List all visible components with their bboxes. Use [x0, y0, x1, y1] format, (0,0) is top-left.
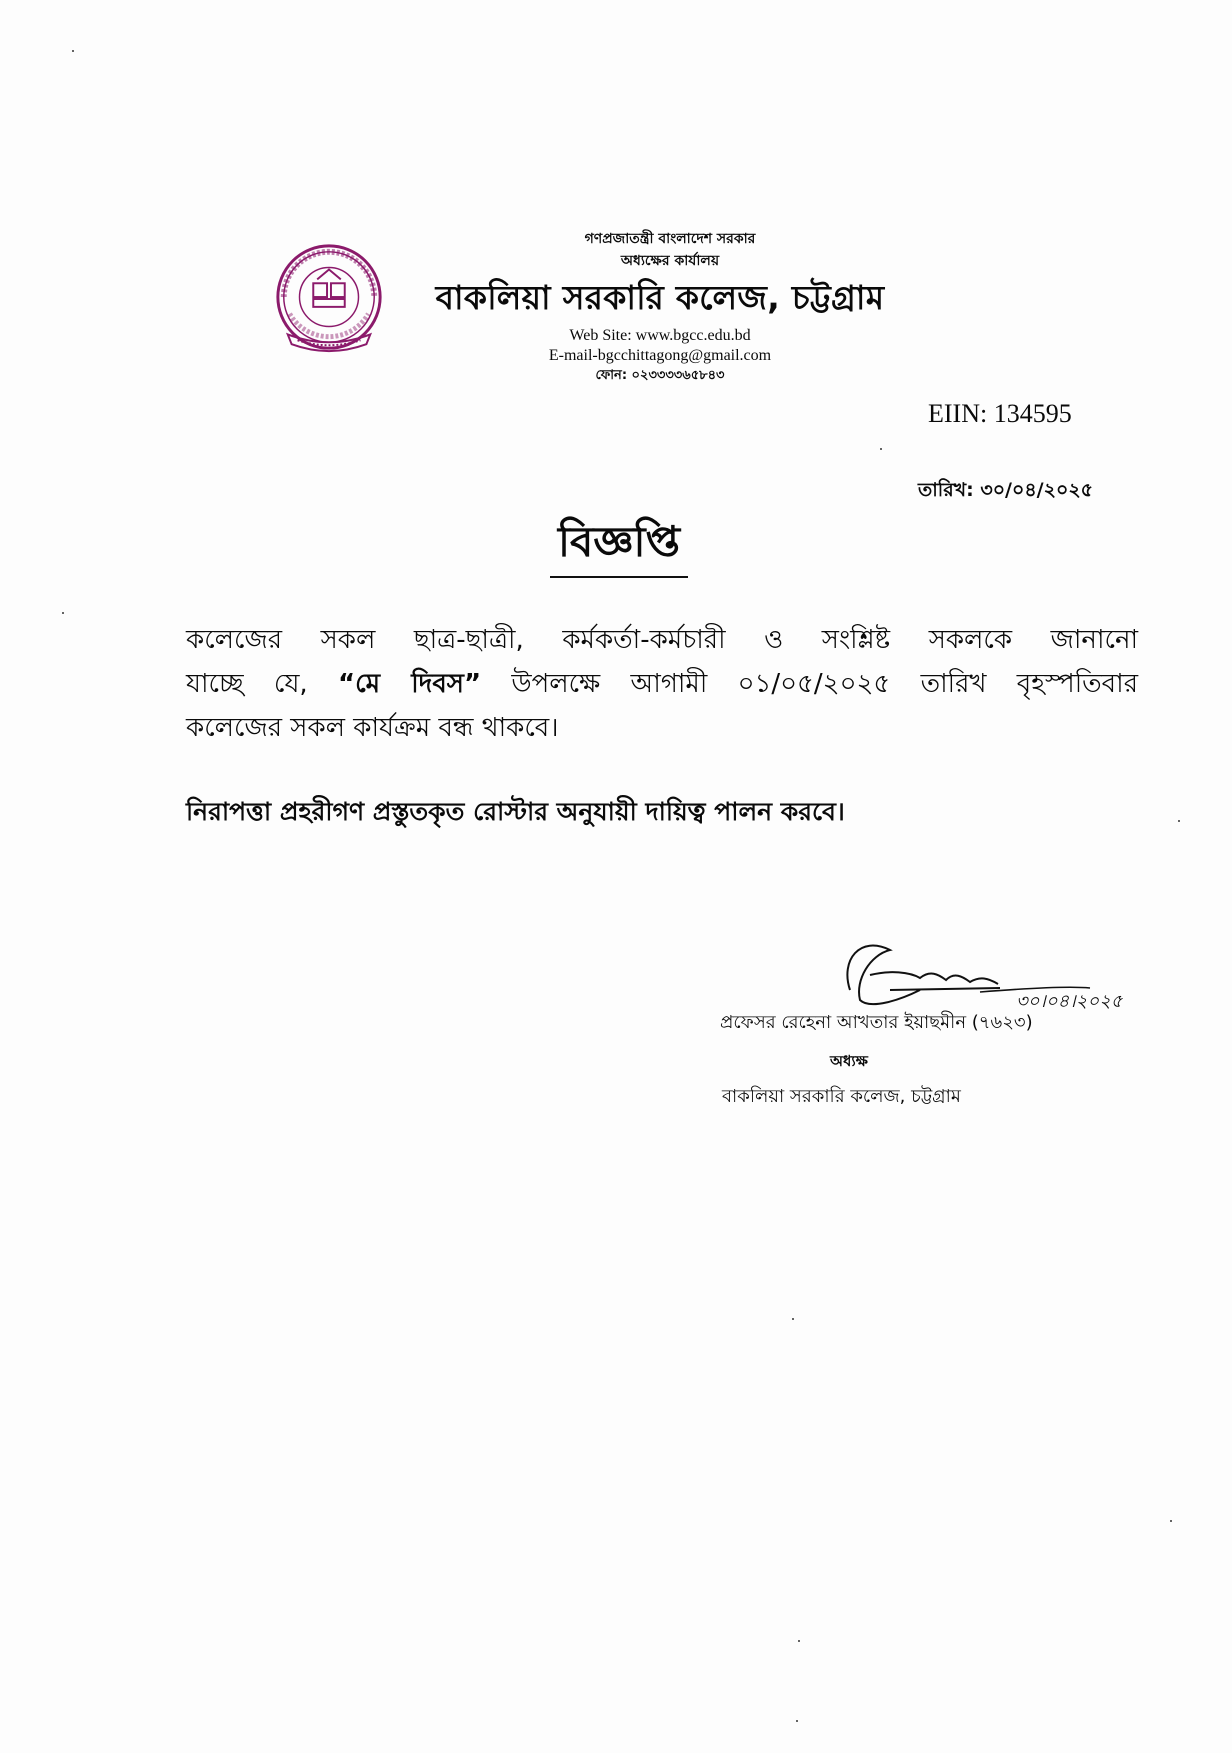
body-line-2 [186, 662, 1138, 706]
scan-speck [72, 50, 74, 52]
may-day-quote: “মে দিবস” [338, 669, 482, 699]
scan-speck [62, 612, 64, 614]
scan-speck [880, 448, 882, 450]
scan-speck [798, 1640, 800, 1642]
notice-title-wrap [0, 512, 1232, 578]
website-line[interactable]: Web Site: www.bgcc.edu.bd [569, 327, 751, 344]
college-name: বাকলিয়া সরকারি কলেজ, চট্টগ্রাম [435, 278, 885, 317]
body-line-3: কলেজের সকল কার্যক্রম বন্ধ থাকবে। [186, 713, 559, 743]
signatory-college: বাকলিয়া সরকারি কলেজ, চট্টগ্রাম [722, 1086, 961, 1107]
government-line: গণপ্রজাতন্ত্রী বাংলাদেশ সরকার [584, 231, 756, 247]
scan-speck [1178, 820, 1180, 822]
email-line[interactable]: E-mail-bgcchittagong@gmail.com [548, 347, 772, 364]
scan-speck [1170, 1520, 1172, 1522]
scan-speck [792, 1318, 794, 1320]
body-line-2-end: উপলক্ষে আগামী ০১/০৫/২০২৫ তারিখ বৃহস্পতিবার [481, 669, 1138, 699]
notice-title: বিজ্ঞপ্তি [550, 512, 688, 578]
security-guard-notice: নিরাপত্তা প্রহরীগণ প্রস্তুতকৃত রোস্টার অনুযায়ী দায়িত্ব পালন করবে। [186, 797, 845, 826]
signed-date: ৩০।০৪।২০২৫ [1016, 991, 1123, 1012]
notice-date: তারিখ: ৩০/০৪/২০২৫ [918, 479, 1094, 501]
body-line-2-start: যাচ্ছে যে, [186, 669, 339, 699]
body-line-1: কলেজের সকল ছাত্র-ছাত্রী, কর্মকর্তা-কর্মচারী ও সংশ্লিষ্ট সকলকে জানানো [186, 625, 1138, 655]
office-line: অধ্যক্ষের কার্যালয় [620, 253, 720, 269]
eiin-number: EIIN: 134595 [928, 399, 1072, 428]
signatory-designation: অধ্যক্ষ [830, 1052, 868, 1070]
college-seal-icon [270, 240, 388, 358]
letterhead [400, 228, 920, 386]
phone-line: ফোন: ০২৩৩৩৩৬৫৮৪৩ [595, 368, 725, 383]
notice-body [186, 618, 1138, 750]
signatory-name: প্রফেসর রেহেনা আখতার ইয়াছমীন (৭৬২৩) [720, 1012, 1033, 1033]
scan-speck [796, 1720, 798, 1722]
